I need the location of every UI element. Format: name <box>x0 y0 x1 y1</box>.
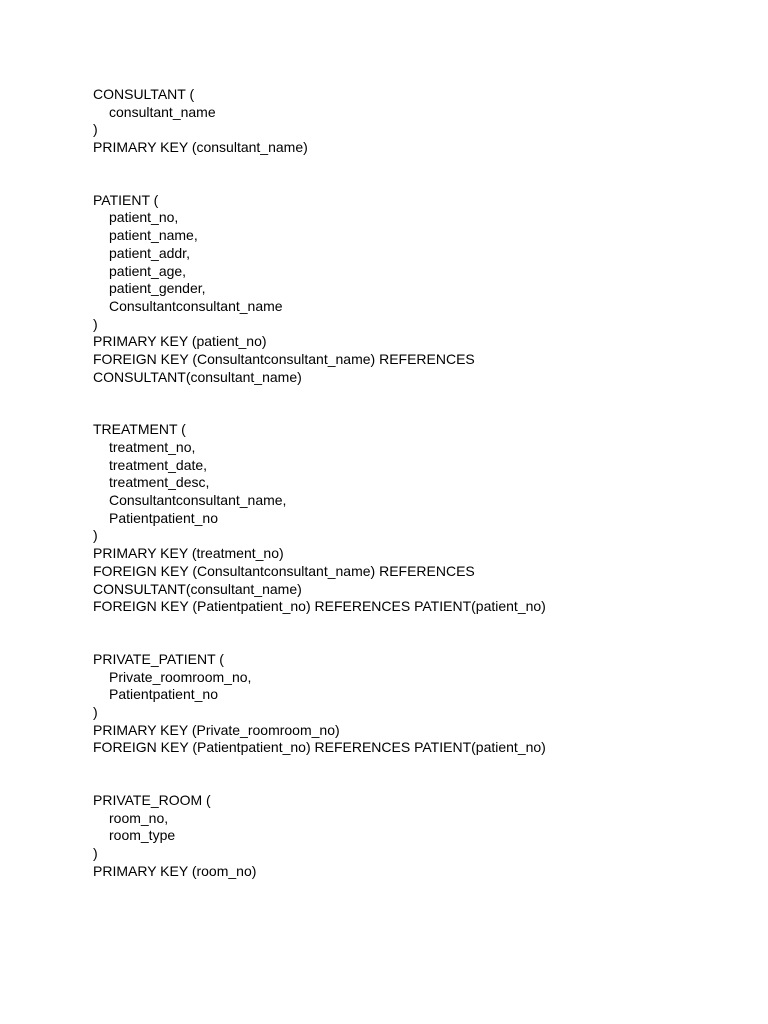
table-patient <box>93 192 733 387</box>
constraint: PRIMARY KEY (Private_roomroom_no) <box>93 721 340 738</box>
table-header: PRIVATE_ROOM ( <box>93 792 211 808</box>
constraint: CONSULTANT(consultant_name) <box>93 368 302 385</box>
field: treatment_no, <box>109 439 196 455</box>
table-close: ) <box>93 845 98 862</box>
field: consultant_name <box>109 103 216 120</box>
table-private-patient <box>93 651 733 757</box>
table-header: TREATMENT ( <box>93 421 186 438</box>
table-private-room <box>93 792 733 880</box>
table-treatment <box>93 421 733 616</box>
table-header: PRIVATE_PATIENT ( <box>93 650 224 667</box>
field: patient_gender, <box>109 280 206 297</box>
field: treatment_desc, <box>109 474 210 491</box>
field: room_type <box>109 827 176 844</box>
table-header: PATIENT ( <box>93 191 159 208</box>
constraint: PRIMARY KEY (consultant_name) <box>93 139 308 156</box>
table-close: ) <box>93 121 98 138</box>
constraint: PRIMARY KEY (room_no) <box>93 862 257 879</box>
constraint: FOREIGN KEY (Patientpatient_no) REFERENCES PATIENT(patient_no) <box>93 598 546 615</box>
constraint: FOREIGN KEY (Consultantconsultant_name) REFERENCES <box>93 562 475 579</box>
constraint: CONSULTANT(consultant_name) <box>93 580 302 597</box>
field: Consultantconsultant_name, <box>109 492 287 509</box>
table-close: ) <box>93 703 98 720</box>
table-header: CONSULTANT ( <box>93 86 195 102</box>
constraint: PRIMARY KEY (treatment_no) <box>93 545 284 562</box>
constraint: FOREIGN KEY (Patientpatient_no) REFERENCES PATIENT(patient_no) <box>93 739 546 756</box>
constraint: FOREIGN KEY (Consultantconsultant_name) REFERENCES <box>93 350 475 367</box>
field: patient_no, <box>109 209 179 226</box>
table-close: ) <box>93 527 98 544</box>
field: Private_roomroom_no, <box>109 668 252 685</box>
field: patient_name, <box>109 227 198 244</box>
field: Patientpatient_no <box>109 686 218 703</box>
field: patient_addr, <box>109 244 190 261</box>
field: treatment_date, <box>109 456 208 473</box>
constraint: PRIMARY KEY (patient_no) <box>93 333 267 350</box>
table-consultant <box>93 86 733 157</box>
field: patient_age, <box>109 262 187 279</box>
field: Consultantconsultant_name <box>109 297 283 314</box>
schema-document <box>93 86 733 915</box>
field: room_no, <box>109 809 169 826</box>
field: Patientpatient_no <box>109 509 218 526</box>
table-close: ) <box>93 315 98 332</box>
